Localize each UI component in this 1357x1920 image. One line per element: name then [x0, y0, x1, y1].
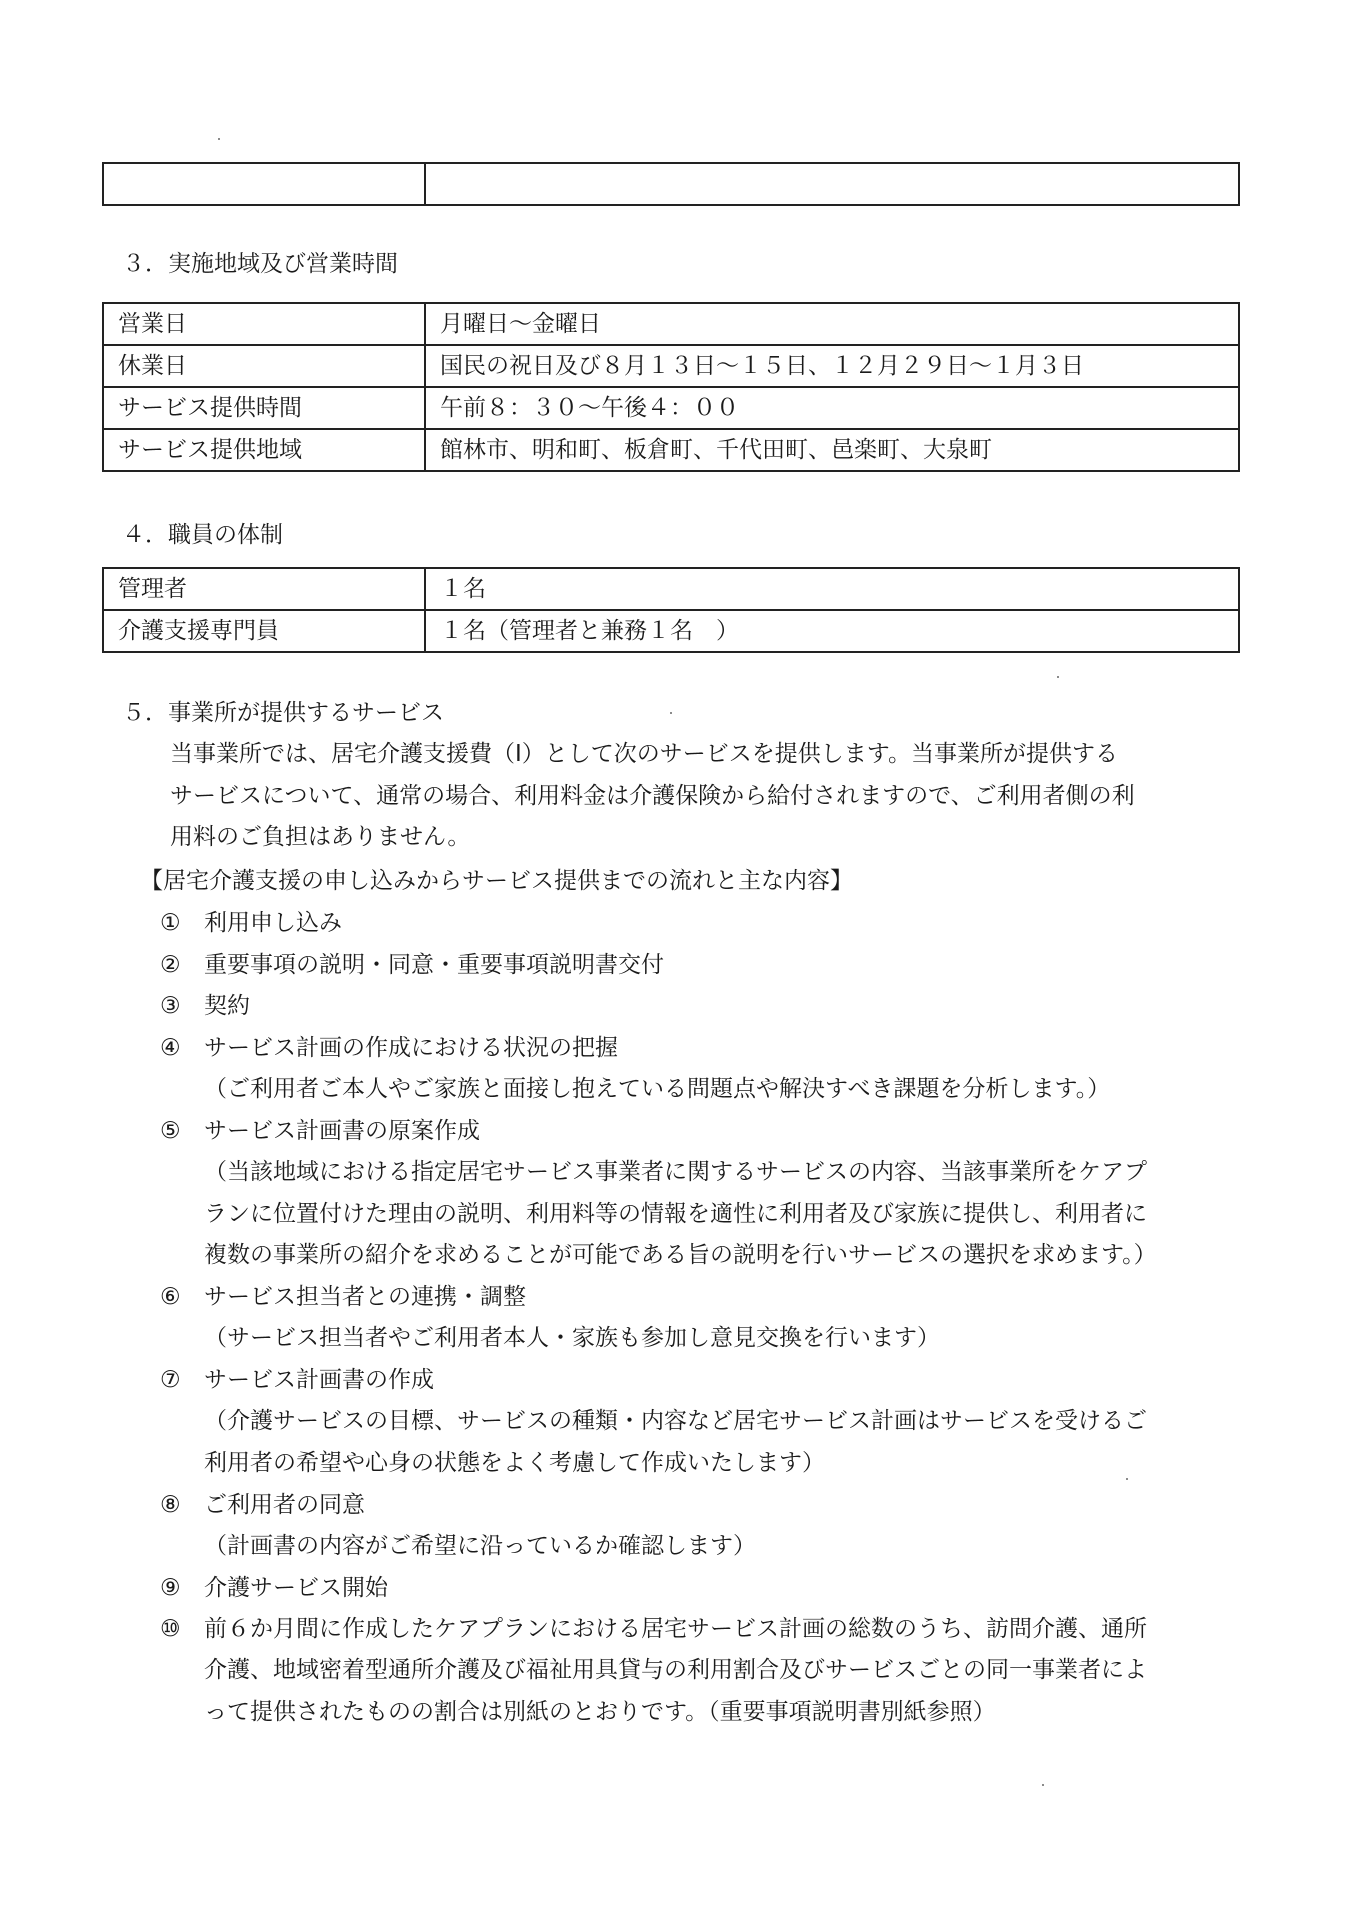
table-cell-label: サービス提供地域 [103, 429, 425, 471]
table-cell-label: 管理者 [103, 568, 425, 610]
scan-speck [1042, 1784, 1044, 1786]
business-hours-table [102, 302, 1240, 472]
section-3-heading: ３．実施地域及び営業時間 [122, 251, 398, 277]
note-line: （計画書の内容がご希望に沿っているか確認します） [204, 1533, 756, 1559]
table-cell-value: 午前８：３０～午後４：００ [425, 387, 1239, 429]
step-4 [160, 1037, 618, 1060]
note-line: （当該地域における指定居宅サービス事業者に関するサービスの内容、当該事業所をケアプ [204, 1159, 1147, 1185]
table-cell-value: １名（管理者と兼務１名 ） [425, 610, 1239, 652]
section-5-intro [170, 734, 1245, 859]
continuation-table [102, 162, 1240, 206]
note-line: （ご利用者ご本人やご家族と面接し抱えている問題点や解決すべき課題を分析します。） [204, 1076, 1111, 1102]
table-row [103, 303, 1239, 345]
step-7-note [204, 1401, 1147, 1484]
step-1 [160, 912, 342, 935]
scan-speck [670, 712, 672, 714]
step-title: 前６か月間に作成したケアプランにおける居宅サービス計画の総数のうち、訪問介護、通所 [204, 1616, 1147, 1642]
step-5 [160, 1120, 480, 1143]
step-number: ⑤ [160, 1118, 181, 1144]
table-row [103, 163, 1239, 205]
table-row [103, 429, 1239, 471]
step-7 [160, 1369, 434, 1392]
note-line: って提供されたものの割合は別紙のとおりです。（重要事項説明書別紙参照） [204, 1698, 996, 1725]
table-cell-value: １名 [425, 568, 1239, 610]
table-row [103, 387, 1239, 429]
step-title: ご利用者の同意 [204, 1492, 365, 1518]
step-6-note [204, 1318, 940, 1360]
staff-table [102, 567, 1240, 653]
table-cell-label: 休業日 [103, 345, 425, 387]
scan-speck [1126, 1478, 1128, 1480]
note-line: （介護サービスの目標、サービスの種類・内容など居宅サービス計画はサービスを受けるご [204, 1408, 1147, 1434]
intro-line: サービスについて、通常の場合、利用料金は介護保険から給付されますので、ご利用者側の利 [170, 782, 1135, 809]
step-2 [160, 954, 664, 977]
step-number: ② [160, 952, 181, 978]
note-line: 利用者の希望や心身の状態をよく考慮して作成いたします） [204, 1449, 825, 1476]
step-number: ⑥ [160, 1284, 181, 1310]
step-number: ① [160, 910, 181, 936]
step-5-note [204, 1152, 1157, 1277]
step-number: ⑩ [160, 1616, 181, 1642]
scan-speck [1057, 676, 1059, 678]
step-9 [160, 1577, 388, 1600]
note-line: （サービス担当者やご利用者本人・家族も参加し意見交換を行います） [204, 1325, 940, 1351]
table-cell-value: 国民の祝日及び８月１３日～１５日、１２月２９日～１月３日 [425, 345, 1239, 387]
step-title: 契約 [204, 993, 250, 1019]
table-cell-label: 営業日 [103, 303, 425, 345]
note-line: 複数の事業所の紹介を求めることが可能である旨の説明を行いサービスの選択を求めます。） [204, 1242, 1157, 1268]
step-title: 介護サービス開始 [204, 1575, 388, 1601]
step-number: ⑦ [160, 1367, 181, 1393]
table-row [103, 610, 1239, 652]
step-number: ④ [160, 1035, 181, 1061]
table-cell-value [425, 163, 1239, 205]
step-4-note [204, 1069, 1110, 1111]
table-cell-label: 介護支援専門員 [103, 610, 425, 652]
step-title: サービス計画の作成における状況の把握 [204, 1035, 618, 1061]
flow-title: 【居宅介護支援の申し込みからサービス提供までの流れと主な内容】 [140, 868, 853, 894]
step-title: 重要事項の説明・同意・重要事項説明書交付 [204, 952, 664, 978]
step-8 [160, 1494, 365, 1517]
section-5-heading: ５．事業所が提供するサービス [122, 700, 444, 726]
step-number: ⑨ [160, 1575, 181, 1601]
intro-line: 当事業所では、居宅介護支援費（Ⅰ）として次のサービスを提供します。当事業所が提供する [170, 741, 1118, 767]
table-cell-label [103, 163, 425, 205]
intro-line: 用料のご負担はありません。 [170, 824, 471, 850]
step-title: サービス担当者との連携・調整 [204, 1284, 526, 1310]
table-cell-value: 月曜日～金曜日 [425, 303, 1239, 345]
step-number: ⑧ [160, 1492, 181, 1518]
step-number: ③ [160, 993, 181, 1019]
step-10-note [204, 1650, 1147, 1733]
table-row [103, 345, 1239, 387]
step-title: 利用申し込み [204, 910, 342, 936]
step-10 [160, 1618, 1147, 1641]
note-line: 介護、地域密着型通所介護及び福祉用具貸与の利用割合及びサービスごとの同一事業者によ [204, 1657, 1147, 1683]
step-8-note [204, 1526, 756, 1568]
step-title: サービス計画書の原案作成 [204, 1118, 480, 1144]
step-6 [160, 1286, 526, 1309]
table-row [103, 568, 1239, 610]
table-cell-value: 館林市、明和町、板倉町、千代田町、邑楽町、大泉町 [425, 429, 1239, 471]
scan-speck [218, 138, 220, 140]
note-line: ランに位置付けた理由の説明、利用料等の情報を適性に利用者及び家族に提供し、利用者に [204, 1200, 1147, 1227]
section-4-heading: ４．職員の体制 [122, 522, 283, 548]
step-3 [160, 995, 250, 1018]
step-title: サービス計画書の作成 [204, 1367, 434, 1393]
table-cell-label: サービス提供時間 [103, 387, 425, 429]
